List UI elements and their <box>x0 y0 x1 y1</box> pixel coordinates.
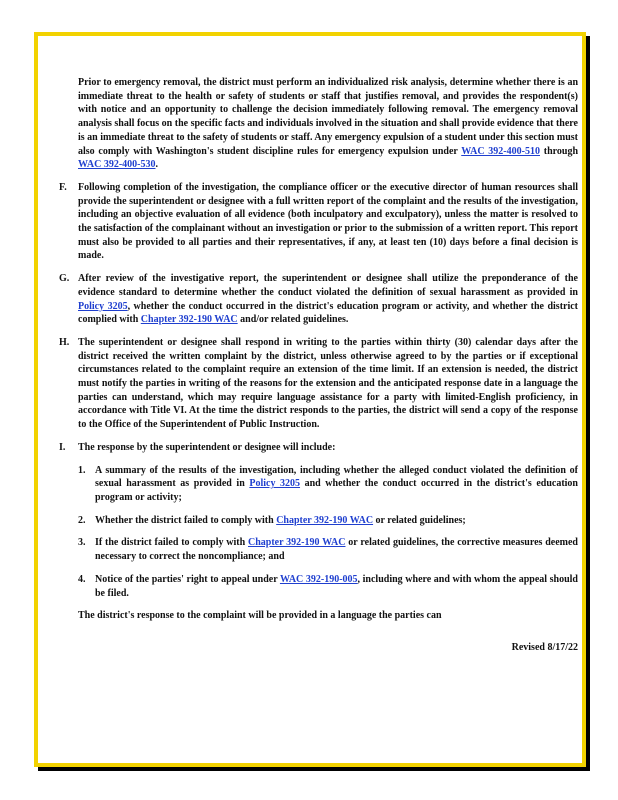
link-chapter-392-190-wac[interactable]: Chapter 392-190 WAC <box>276 514 374 526</box>
section-i-text: The response by the superintendent or designee will include: <box>78 441 336 453</box>
link-chapter-392-190-wac[interactable]: Chapter 392-190 WAC <box>248 537 346 549</box>
page-frame <box>34 32 586 767</box>
link-policy-3205[interactable]: Policy 3205 <box>78 300 128 312</box>
list-item-number: 4. <box>78 573 86 585</box>
section-i-label: I. <box>59 441 66 453</box>
section-h-label: H. <box>59 336 70 348</box>
list-item-number: 3. <box>78 537 86 549</box>
link-chapter-392-190-wac[interactable]: Chapter 392-190 WAC <box>140 314 238 326</box>
link-wac-392-400-530[interactable]: WAC 392-400-530 <box>78 159 156 171</box>
link-wac-392-400-510[interactable]: WAC 392-400-510 <box>461 145 540 157</box>
list-item: 2. Whether the district failed to comply with Chapter 392-190 WAC or related guidelines; <box>78 514 466 526</box>
section-f-label: F. <box>59 181 67 193</box>
list-item: 1. A summary of the results of the investigation, including whether the alleged conduct violated the definition of sexual harassment as provided in Policy 3205 and whether the conduct occurred in the district's education program or activity; <box>78 464 578 503</box>
list-item-number: 1. <box>78 464 86 476</box>
section-g-label: G. <box>59 273 70 285</box>
list-item-number: 2. <box>78 514 86 526</box>
list-item: 4. Notice of the parties' right to appeal under WAC 392-190-005, including where and with whom the appeal should be filed. <box>78 573 578 599</box>
section-g-text: After review of the investigative report, the superintendent or designee shall utilize the preponderance of the evidence standard to determine whether the conduct violated the definition of sexual harassment as provided in Policy 3205, whether the conduct occurred in the district's education program or activity, and whether the district complied with Chapter 392-190 WAC and/or related guidelines. <box>78 273 579 326</box>
link-policy-3205[interactable]: Policy 3205 <box>249 478 301 490</box>
section-h <box>59 336 578 432</box>
revised-date: Revised 8/17/22 <box>511 641 578 653</box>
section-f-text: Following completion of the investigation, the compliance officer or the executive director of human resources shall provide the superintendent or designee with a full written report of the complaint and the results of the investigation, including an objective evaluation of all evidence (both inculpatory and exculpatory), unless the matter is resolved to the satisfaction of the complainant without an investigation or prior to the submission of a written report. This report must also be provided to all parties and their representatives, if any, at least ten (10) days before a final decision is made. <box>78 181 578 262</box>
paragraph-intro: Prior to emergency removal, the district must perform an individualized risk analysis, determine whether there is an immediate threat to the health or safety of students or staff that justifies removal, and provides the respondent(s) with notice and an opportunity to challenge the decision immediately following removal. The emergency removal analysis shall focus on the specific facts and individuals involved in the situation and shall provide evidence that there is an immediate threat to the safety of students or staff. Any emergency expulsion of a student under this section must also comply with Washington's student discipline rules for emergency expulsion under WAC 392-400-510 through WAC 392-400-530. <box>78 77 579 171</box>
section-g <box>59 272 579 327</box>
list-item: 3. If the district failed to comply with Chapter 392-190 WAC or related guidelines, the corrective measures deemed necessary to correct the noncompliance; and <box>78 537 578 563</box>
section-h-text: The superintendent or designee shall respond in writing to the parties within thirty (30) calendar days after the district received the written complaint by the district, unless otherwise agreed to by the parties or if exceptional circumstances related to the complaint require an extension of the time limit. If an extension is needed, the district must notify the parties in writing of the reasons for the extension and the anticipated response date in a language the parties can understand, which may require language assistance for a party with limited-English proficiency, in accordance with Title VI. At the time the district responds to the parties, the district will send a copy of the response to the Office of the Superintendent of Public Instruction. <box>78 336 578 431</box>
section-i-closing: The district's response to the complaint will be provided in a language the parties can <box>78 610 442 622</box>
document-body <box>59 76 579 655</box>
link-wac-392-190-005[interactable]: WAC 392-190-005 <box>279 573 358 585</box>
section-f <box>59 181 578 263</box>
section-i <box>59 441 578 623</box>
